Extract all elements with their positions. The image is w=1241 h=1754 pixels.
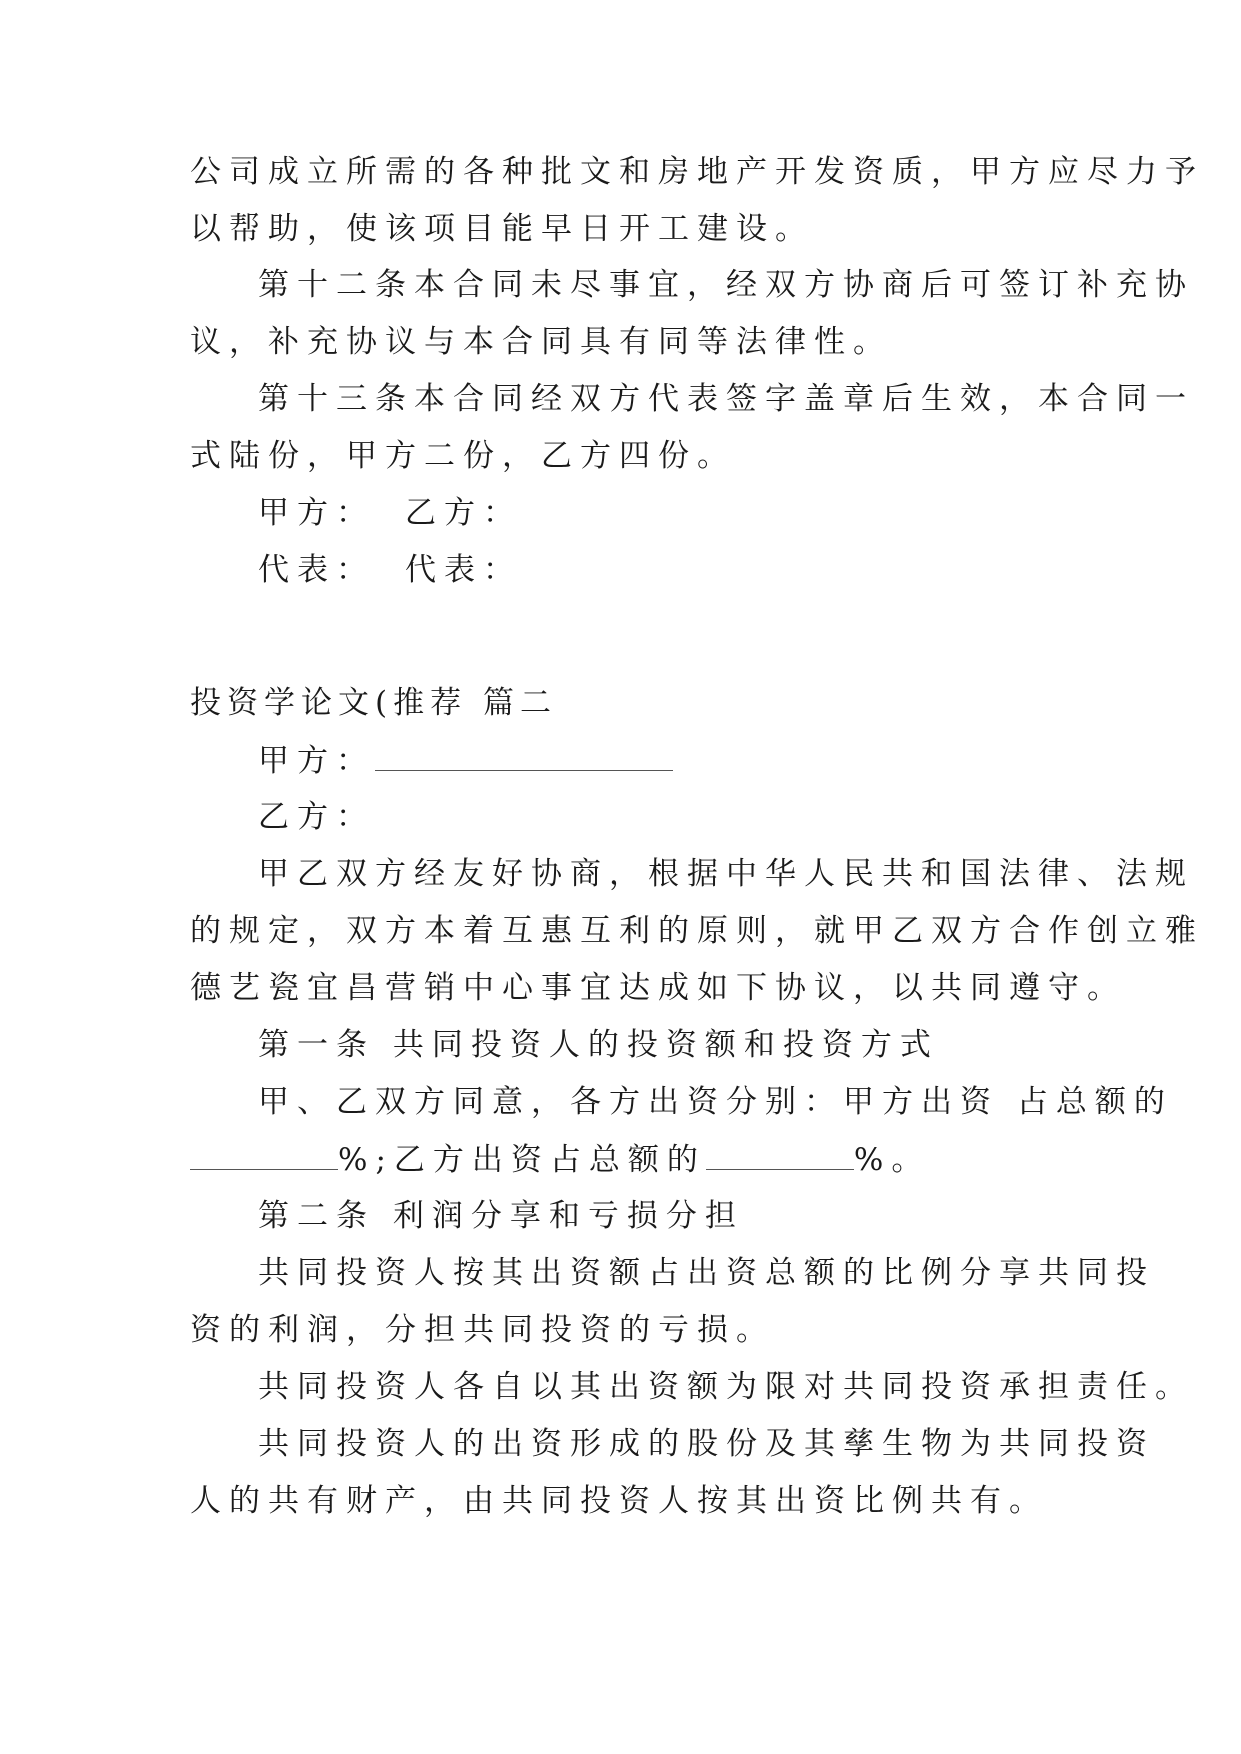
intro-line: 的规定，双方本着互惠互利的原则，就甲乙双方合作创立雅	[190, 913, 1204, 949]
intro-line: 甲乙双方经友好协商，根据中华人民共和国法律、法规	[258, 856, 1194, 892]
article-2-line: 人的共有财产，由共同投资人按其出资比例共有。	[190, 1483, 1048, 1519]
signature-rep-a: 代表：	[258, 552, 375, 588]
article-2-line: 共同投资人各自以其出资额为限对共同投资承担责任。	[258, 1369, 1194, 1405]
article-12-line: 议，补充协议与本合同具有同等法律性。	[190, 324, 892, 360]
intro-line: 德艺瓷宜昌营销中心事宜达成如下协议，以共同遵守。	[190, 970, 1126, 1006]
signature-party-a: 甲方：	[258, 495, 375, 531]
article-1-pct-b: %。	[853, 1142, 931, 1178]
article-2-title: 第二条 利润分享和亏损分担	[258, 1198, 744, 1234]
paragraph-line: 以帮助，使该项目能早日开工建设。	[190, 211, 814, 247]
party-b-label: 乙方：	[258, 799, 375, 835]
party-a-line	[258, 740, 673, 781]
article-1-title: 第一条 共同投资人的投资额和投资方式	[258, 1027, 939, 1063]
article-13-line: 式陆份，甲方二份，乙方四份。	[190, 438, 736, 474]
article-1-line: 甲、乙双方同意，各方出资分别：甲方出资 占总额的	[258, 1084, 1173, 1120]
paragraph-line: 公司成立所需的各种批文和房地产开发资质，甲方应尽力予	[190, 154, 1204, 190]
section-title: 投资学论文(推荐 篇二	[190, 685, 557, 721]
article-13-line: 第十三条本合同经双方代表签字盖章后生效，本合同一	[258, 381, 1194, 417]
signature-parties	[258, 493, 522, 533]
article-1-percent-line	[190, 1139, 930, 1180]
percent-a-blank	[190, 1139, 338, 1170]
article-2-line: 共同投资人的出资形成的股份及其孳生物为共同投资	[258, 1426, 1155, 1462]
percent-b-blank	[706, 1139, 854, 1170]
article-2-line: 共同投资人按其出资额占出资总额的比例分享共同投	[258, 1255, 1155, 1291]
signature-rep-b: 代表：	[405, 552, 522, 588]
party-a-label: 甲方：	[258, 743, 375, 779]
signature-representatives	[258, 550, 522, 590]
signature-party-b: 乙方：	[405, 495, 522, 531]
party-a-blank	[375, 740, 673, 771]
article-2-line: 资的利润，分担共同投资的亏损。	[190, 1312, 775, 1348]
article-12-line: 第十二条本合同未尽事宜，经双方协商后可签订补充协	[258, 267, 1194, 303]
article-1-pct-a: %;乙方出资占总额的	[338, 1142, 706, 1178]
